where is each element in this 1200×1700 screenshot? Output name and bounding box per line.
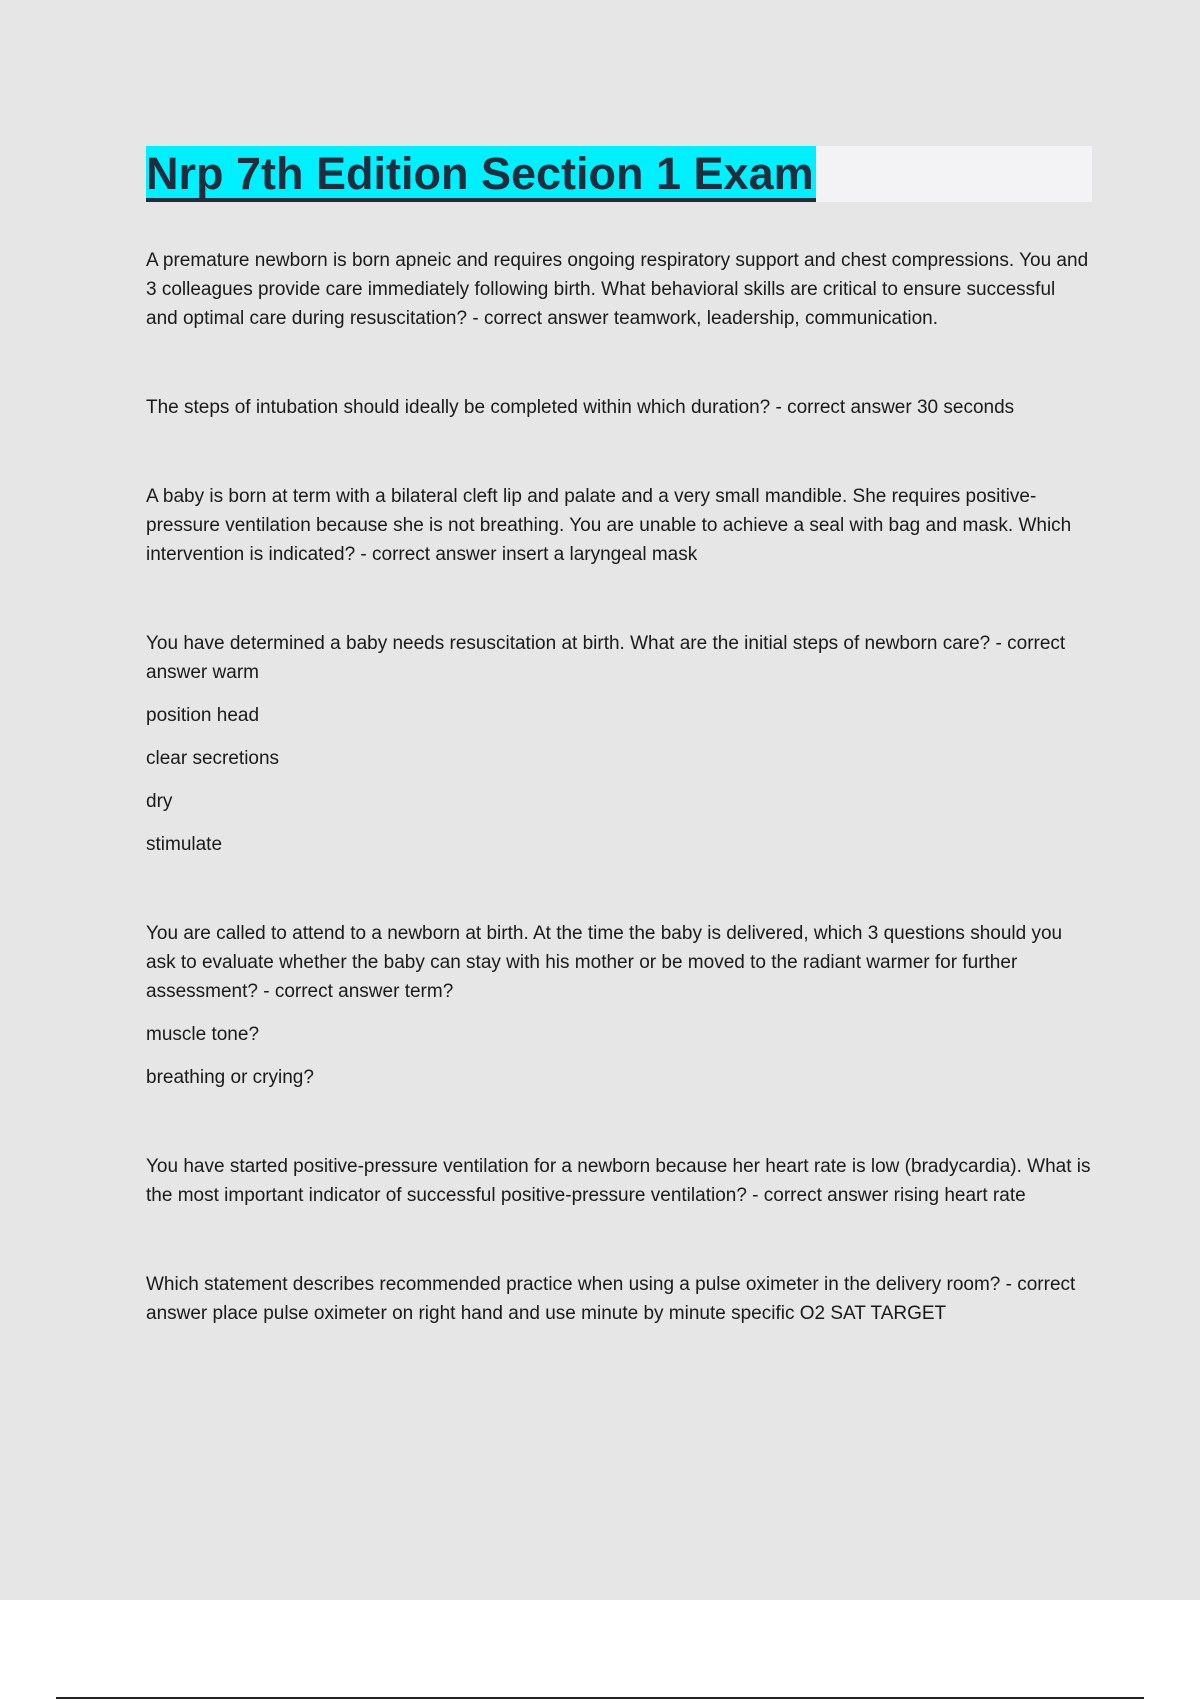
qa-answer-line: clear secretions bbox=[146, 748, 280, 769]
qa-answer-line: breathing or crying? bbox=[146, 1067, 314, 1088]
qa-text: Which statement describes recommended practice when using a pulse oximeter in the delivery room? - correct answer place pulse oximeter on right hand and use minute by minute specific O2 SAT TARGET bbox=[146, 1274, 1076, 1324]
qa-text: You have started positive-pressure ventilation for a newborn because her heart rate is low (bradycardia). What is the most important indicator of successful positive-pressure ventilation? - correct answer rising heart rate bbox=[146, 1156, 1091, 1206]
qa-item-7 bbox=[146, 1270, 1092, 1328]
qa-item-3 bbox=[146, 482, 1092, 569]
qa-item-1 bbox=[146, 246, 1092, 333]
qa-text: You are called to attend to a newborn at birth. At the time the baby is delivered, which 3 questions should you ask to evaluate whether the baby can stay with his mother or be moved to the radiant warmer for further assessment? - correct answer term? bbox=[146, 923, 1063, 1002]
footer-divider bbox=[56, 1697, 1144, 1699]
qa-item-6 bbox=[146, 1152, 1092, 1210]
qa-answer-line: stimulate bbox=[146, 834, 223, 855]
page-title: Nrp 7th Edition Section 1 Exam bbox=[146, 146, 816, 202]
qa-text: A premature newborn is born apneic and requires ongoing respiratory support and chest compressions. You and 3 colleagues provide care immediately following birth. What behavioral skills are critical to ensure successful and optimal care during resuscitation? - correct answer teamwork, leadership, communication. bbox=[146, 250, 1089, 329]
qa-text: The steps of intubation should ideally be completed within which duration? - correct answer 30 seconds bbox=[146, 397, 1015, 418]
qa-item-5 bbox=[146, 919, 1092, 1092]
qa-item-2 bbox=[146, 393, 1092, 422]
document-content bbox=[146, 246, 1092, 1328]
qa-answer-line: muscle tone? bbox=[146, 1024, 260, 1045]
qa-item-4 bbox=[146, 629, 1092, 859]
qa-text: You have determined a baby needs resuscitation at birth. What are the initial steps of newborn care? - correct answer warm bbox=[146, 633, 1066, 683]
qa-text: A baby is born at term with a bilateral cleft lip and palate and a very small mandible. She requires positive-pressure ventilation because she is not breathing. You are unable to achieve a seal with bag and mask. Which intervention is indicated? - correct answer insert a laryngeal mask bbox=[146, 486, 1072, 565]
qa-answer-line: position head bbox=[146, 705, 260, 726]
qa-answer-line: dry bbox=[146, 791, 173, 812]
